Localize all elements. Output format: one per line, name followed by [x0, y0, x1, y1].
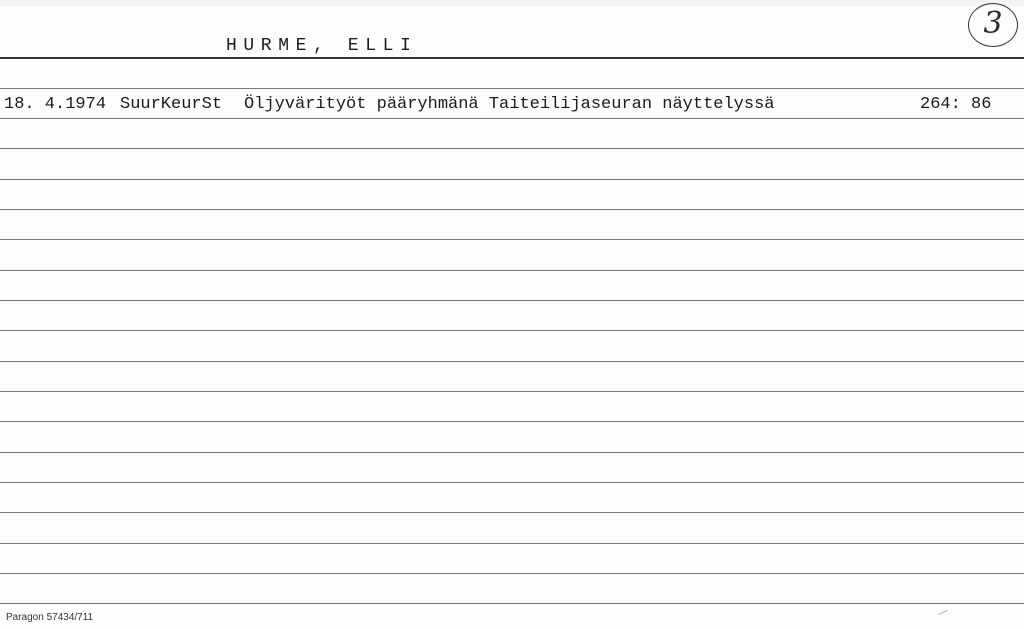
ruled-line [0, 512, 1024, 513]
ruled-line [0, 361, 1024, 362]
ruled-line [0, 148, 1024, 149]
card-top-edge [0, 0, 1024, 6]
card-number-circle: 3 [968, 3, 1018, 47]
entry-row [0, 95, 1024, 117]
ruled-line [0, 543, 1024, 544]
pencil-mark [938, 610, 947, 615]
printer-imprint: Paragon 57434/711 [6, 612, 94, 623]
ruled-line [0, 391, 1024, 392]
ruled-line [0, 179, 1024, 180]
ruled-line [0, 330, 1024, 331]
ruled-line [0, 239, 1024, 240]
entry-source: SuurKeurSt [120, 95, 223, 114]
ruled-line [0, 270, 1024, 271]
ruled-line [0, 482, 1024, 483]
ruled-line [0, 452, 1024, 453]
ruled-line [0, 209, 1024, 210]
entry-date: 18. 4.1974 [4, 95, 107, 114]
ruled-line [0, 603, 1024, 604]
entry-reference: 264: 86 [920, 95, 992, 114]
ruled-line [0, 118, 1024, 119]
card-heading: HURME, ELLI [226, 36, 418, 56]
entry-title: Öljyvärityöt pääryhmänä Taiteilijaseuran näyttelyssä [244, 95, 775, 114]
heading-rule [0, 57, 1024, 59]
ruled-line [0, 421, 1024, 422]
ruled-line [0, 300, 1024, 301]
ruled-line [0, 573, 1024, 574]
ruled-line [0, 88, 1024, 89]
